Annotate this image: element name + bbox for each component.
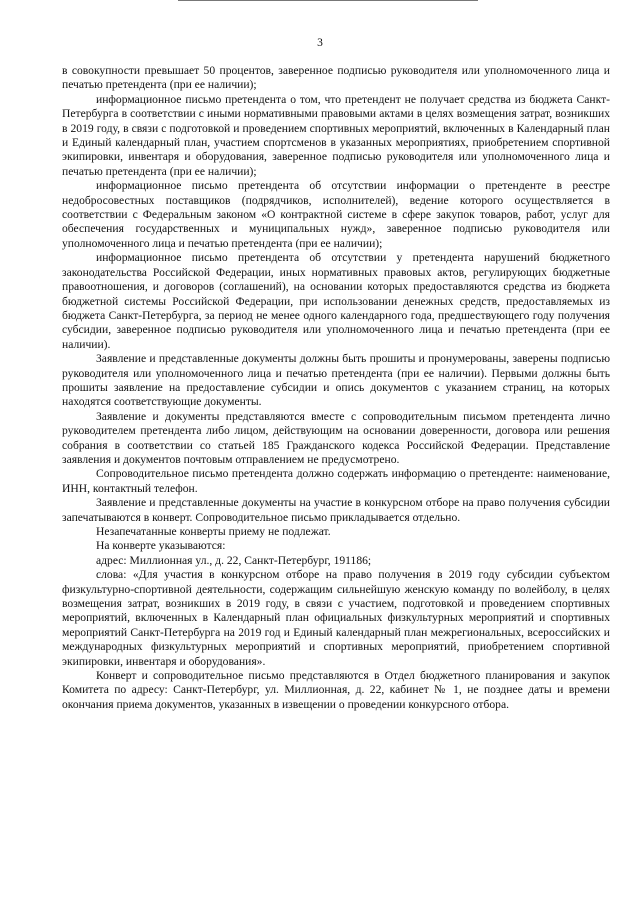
paragraph-13: Конверт и сопроводительное письмо представляются в Отдел бюджетного планирования и закупок Комитета по адресу: Санкт-Петербург, ул. Миллионная, д. 22, кабинет № 1, не позднее даты и времени окончания приема документов, указанных в извещении о проведении конкурсного отбора. [62, 669, 610, 711]
paragraph-9: Незапечатанные конверты приему не подлежат. [96, 525, 331, 538]
paragraph-8: Заявление и представленные документы на участие в конкурсном отборе на право получения субсидии запечатываются в конверт. Сопроводительное письмо прикладывается отдельно. [62, 496, 610, 524]
paragraph-10: На конверте указываются: [96, 539, 226, 553]
paragraph-11: адрес: Миллионная ул., д. 22, Санкт-Петербург, 191186; [96, 553, 372, 567]
top-edge-line [178, 0, 478, 1]
paragraph-12: слова: «Для участия в конкурсном отборе на право получения в 2019 году субсидии субъектом физкультурно-спортивной деятельности, содержащим сильнейшую женскую команду по волейболу, в целях возмещения затрат, возникших в 2019 году, в связи с участием, подготовкой и проведением спортивных мероприятий, включенных в Календарный план официальных физкультурных мероприятий и спортивных мероприятий Санкт-Петербурга на 2019 год и Единый календарный план межрегиональных, всероссийских и международных физкультурных мероприятий и спортивных мероприятий, приобретением спортивной экипировки, инвентаря и оборудования». [62, 568, 610, 668]
document-body [62, 64, 610, 712]
paragraph-1: в совокупности превышает 50 процентов, заверенное подписью руководителя или уполномоченного лица и печатью претендента (при ее наличии); [62, 64, 610, 92]
paragraph-4: информационное письмо претендента об отсутствии у претендента нарушений бюджетного законодательства Российской Федерации, иных нормативных правовых актов, регулирующих бюджетные правоотношения, и договоров (соглашений), на основании которых предоставляются средства из бюджета бюджетной системы Российской Федерации, при использовании денежных средств, предоставляемых из бюджета Санкт-Петербурга, за период не менее одного календарного года, предшествующего году получения субсидии, заверенное подписью руководителя или уполномоченного лица и печатью претендента (при ее наличии). [62, 251, 610, 351]
paragraph-3: информационное письмо претендента об отсутствии информации о претенденте в реестре недобросовестных поставщиков (подрядчиков, исполнителей), ведение которого осуществляется в соответствии с Федеральным законом «О контрактной системе в сфере закупок товаров, работ, услуг для обеспечения государственных и муниципальных нужд», заверенное подписью руководителя или уполномоченного лица и печатью претендента (при ее наличии); [62, 179, 610, 250]
paragraph-7: Сопроводительное письмо претендента должно содержать информацию о претенденте: наименование, ИНН, контактный телефон. [62, 467, 610, 495]
paragraph-2: информационное письмо претендента о том, что претендент не получает средства из бюджета Санкт-Петербурга в соответствии с иными нормативными правовыми актами в целях возмещения затрат, возникших в 2019 году, в связи с подготовкой и проведением спортивных мероприятий, включенных в Календарный план и Единый календарный план, участием спортсменов в указанных мероприятиях, приобретением спортивной экипировки, инвентаря и оборудования, заверенное подписью руководителя или уполномоченного лица и печатью претендента (при ее наличии); [62, 92, 610, 178]
page-number: 3 [317, 37, 323, 49]
paragraph-5: Заявление и представленные документы должны быть прошиты и пронумерованы, заверены подписью руководителя или уполномоченного лица и печатью претендента (при ее наличии). Первыми должны быть прошиты заявление на предоставление субсидии и опись документов с указанием страниц, на которых находятся соответствующие документы. [62, 352, 610, 409]
paragraph-6: Заявление и документы представляются вместе с сопроводительным письмом претендента лично руководителем претендента либо лицом, действующим на основании доверенности, договора или решения собрания в соответствии со статьей 185 Гражданского кодекса Российской Федерации. Представление заявления и документов почтовым отправлением не предусмотрено. [62, 409, 610, 466]
